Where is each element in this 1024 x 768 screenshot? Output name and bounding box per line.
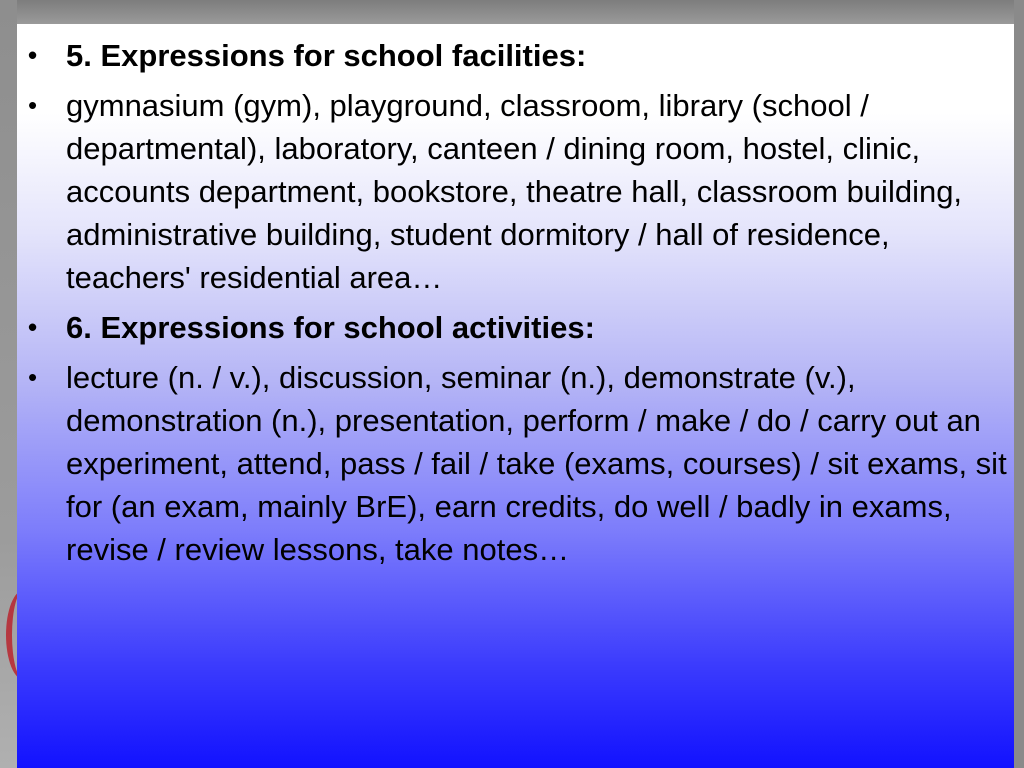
bullet-heading-activities: [17, 306, 1007, 349]
bullet-text: gymnasium (gym), playground, classroom, library (school / departmental), laboratory, canteen / dining room, hostel, clinic, accounts department, bookstore, theatre hall, classroom building, administrative building, student dormitory / hall of residence, teachers' residential area…: [66, 88, 963, 295]
presentation-frame-right: [1014, 0, 1024, 768]
bullet-text: lecture (n. / v.), discussion, seminar (n.), demonstrate (v.), demonstration (n.), presentation, perform / make / do / carry out an experiment, attend, pass / fail / take (exams, courses) / sit exams, sit for (an exam, mainly BrE), earn credits, do well / badly in exams, revise / review lessons, take notes…: [66, 360, 1007, 567]
bullet-facilities-list: [17, 84, 1007, 299]
bullet-text: 5. Expressions for school facilities:: [66, 38, 587, 73]
bullet-dot-icon: •: [28, 312, 38, 342]
bullet-text: 6. Expressions for school activities:: [66, 310, 595, 345]
presentation-frame-top: [0, 0, 1024, 24]
bullet-activities-list: [17, 356, 1007, 571]
bullet-heading-facilities: [17, 34, 1007, 77]
slide-content-area: [17, 24, 1014, 768]
bullet-list: [17, 34, 1007, 578]
bullet-dot-icon: •: [28, 90, 38, 120]
bullet-dot-icon: •: [28, 40, 38, 70]
bullet-dot-icon: •: [28, 362, 38, 392]
